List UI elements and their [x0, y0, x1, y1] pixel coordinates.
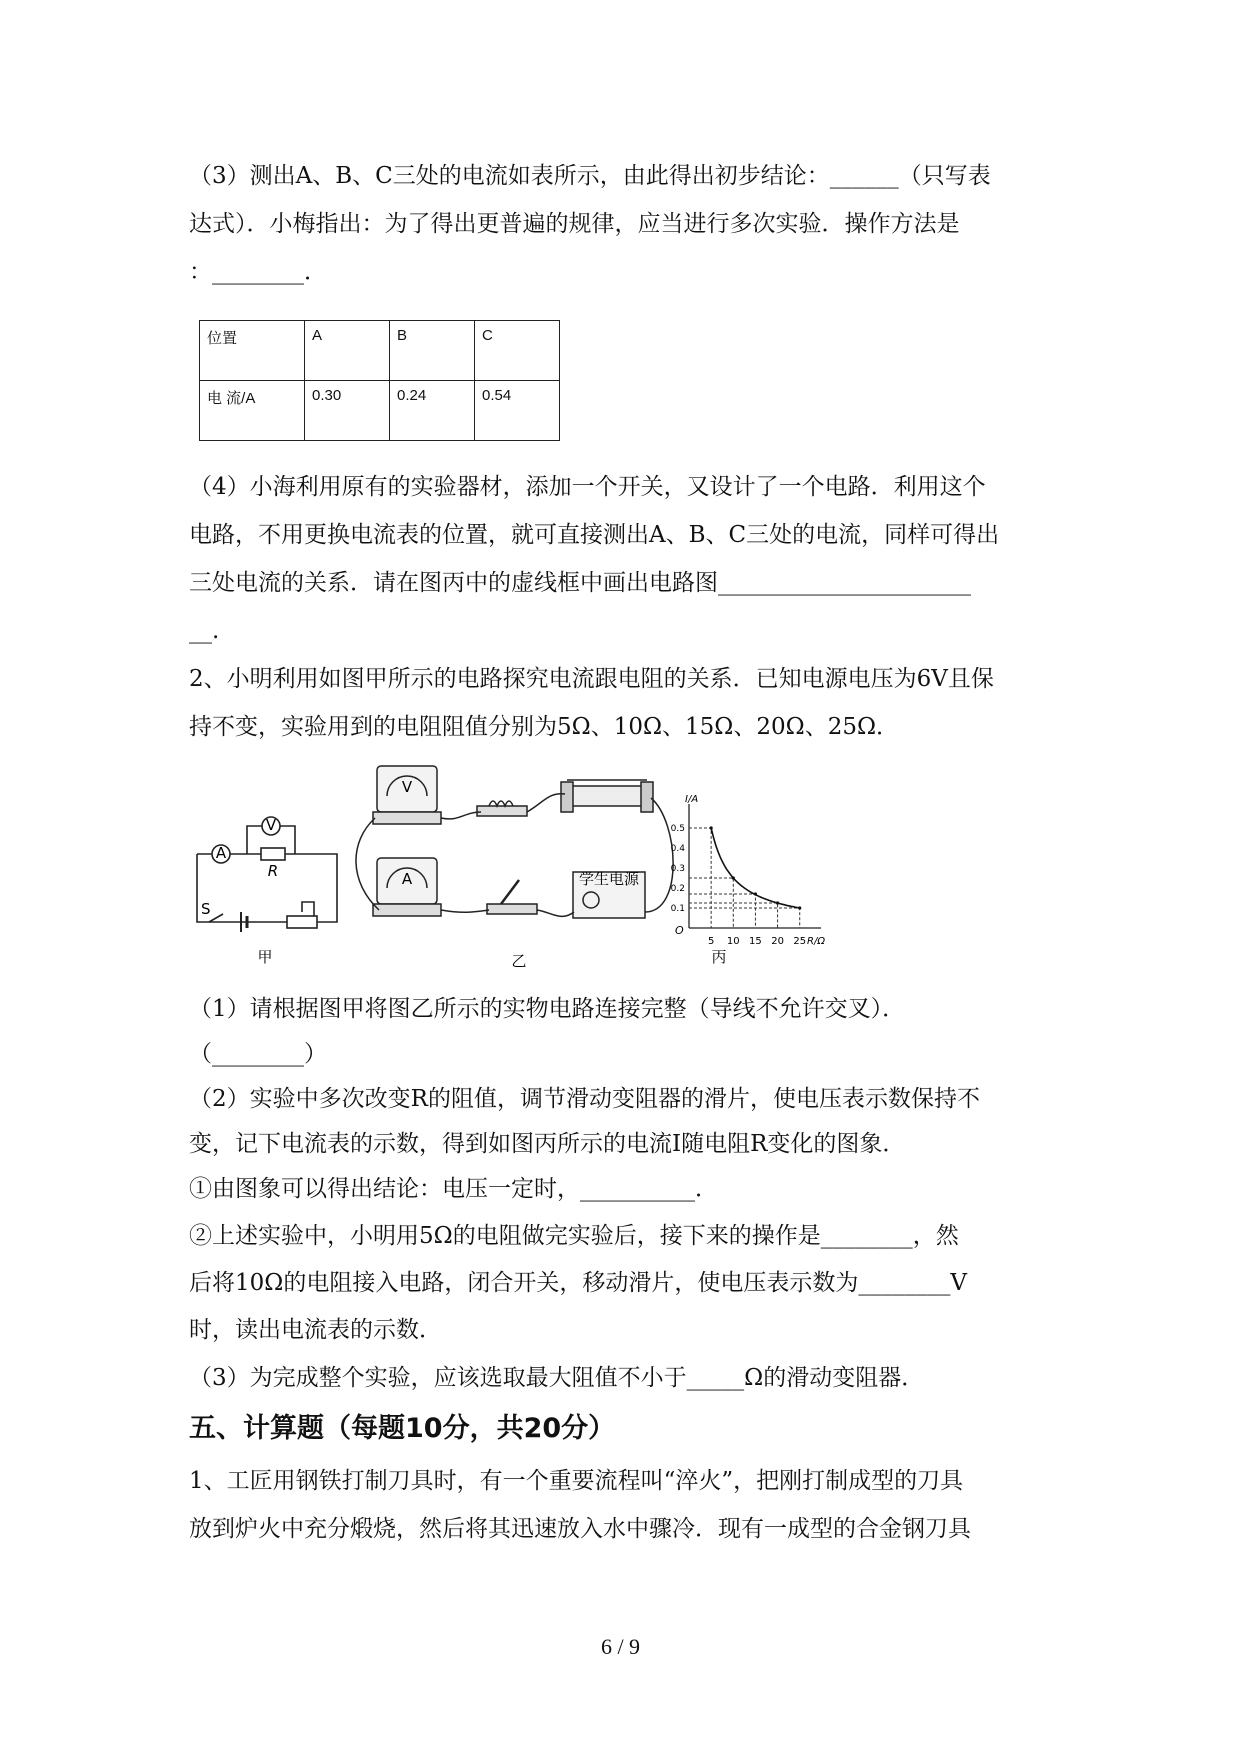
table-cell: 0.54	[475, 381, 560, 441]
resistor-label: R	[267, 862, 279, 880]
text-line: 变，记下电流表的示数，得到如图丙所示的电流I随电阻R变化的图象．	[189, 1131, 906, 1157]
x-tick-label: 10	[726, 936, 740, 947]
text-line: ②上述实验中，小明用5Ω的电阻做完实验后，接下来的操作是________，然	[189, 1223, 959, 1249]
y-tick-label: 0.2	[670, 884, 685, 894]
circuit-figures	[189, 762, 899, 980]
text-line: （3）为完成整个实验，应该选取最大阻值不小于_____Ω的滑动变阻器．	[189, 1365, 925, 1391]
table-header: 位置	[200, 321, 305, 381]
text-line: 后将10Ω的电阻接入电路，闭合开关，移动滑片，使电压表示数为________V	[189, 1270, 967, 1296]
x-tick-label: 5	[707, 936, 715, 947]
y-tick-label: 0.5	[670, 824, 685, 834]
figure-bing-label: 丙	[711, 948, 727, 966]
text-line: ：________．	[189, 259, 327, 285]
y-tick-label: 0.1	[670, 904, 685, 914]
x-axis-label: R/Ω	[807, 936, 825, 947]
voltmeter-device-label: V	[401, 778, 413, 796]
guide-line	[689, 908, 800, 928]
table-header: C	[475, 321, 560, 381]
text-line: 电路，不用更换电流表的位置，就可直接测出A、B、C三处的电流，同样可得出	[189, 522, 1000, 548]
x-tick-label: 20	[771, 936, 784, 947]
switch-icon	[209, 914, 223, 922]
text-line: 2、小明利用如图甲所示的电路探究电流跟电阻的关系．已知电源电压为6V且保	[189, 666, 994, 692]
y-tick-label: 0.3	[670, 864, 685, 874]
data-point	[754, 892, 757, 895]
ammeter-label: A	[215, 844, 227, 862]
table-header: A	[305, 321, 390, 381]
data-point	[798, 906, 801, 909]
text-line: __.	[189, 618, 220, 644]
y-tick-label: 0.4	[670, 844, 685, 854]
guide-line	[689, 894, 755, 928]
table-cell: 0.30	[305, 381, 390, 441]
rheostat-device-icon	[567, 786, 647, 806]
text-line: （1）请根据图甲将图乙所示的实物电路连接完整（导线不允许交叉）．	[189, 996, 906, 1022]
current-table	[199, 320, 560, 441]
text-line: ①由图象可以得出结论：电压一定时，__________．	[189, 1176, 718, 1202]
text-line: （3）测出A、B、C三处的电流如表所示，由此得出初步结论：______（只写表	[189, 163, 991, 189]
table-row-label: 电 流/A	[200, 381, 305, 441]
text-line: （2）实验中多次改变R的阻值，调节滑动变阻器的滑片，使电压表示数保持不	[189, 1086, 980, 1112]
ammeter-device-label: A	[401, 870, 413, 888]
voltmeter-label: V	[265, 816, 277, 834]
text-line: 持不变，实验用到的电阻阻值分别为5Ω、10Ω、15Ω、20Ω、25Ω．	[189, 714, 900, 740]
power-supply-label: 学生电源	[578, 870, 640, 888]
x-tick-label: 15	[749, 936, 762, 947]
text-line: 1、工匠用钢铁打制刀具时，有一个重要流程叫“淬火”，把刚打制成型的刀具	[189, 1468, 964, 1494]
text-line: （4）小海利用原有的实验器材，添加一个开关，又设计了一个电路．利用这个	[189, 474, 986, 500]
page-number: 6 / 9	[600, 1634, 641, 1659]
table-cell: 0.24	[390, 381, 475, 441]
text-line: 放到炉火中充分煅烧，然后将其迅速放入水中骤冷．现有一成型的合金钢刀具	[189, 1516, 971, 1542]
switch-label: S	[201, 900, 211, 918]
figure-bing-graph	[671, 794, 826, 947]
text-line: （________）	[189, 1041, 327, 1067]
resistor-device-icon	[477, 806, 527, 816]
origin-label: O	[675, 924, 684, 937]
table-header: B	[390, 321, 475, 381]
figure-yi-label: 乙	[511, 952, 527, 970]
text-line: 时，读出电流表的示数．	[189, 1317, 442, 1343]
y-axis-label: I/A	[685, 794, 699, 805]
switch-device-icon	[487, 904, 537, 914]
data-point	[710, 826, 713, 829]
data-point	[732, 876, 735, 879]
text-line: 达式）．小梅指出：为了得出更普遍的规律，应当进行多次实验．操作方法是	[189, 211, 960, 237]
data-curve	[711, 828, 800, 908]
rheostat-icon	[287, 916, 317, 928]
resistor-icon	[261, 848, 285, 860]
text-line: 三处电流的关系．请在图丙中的虚线框中画出电路图______________________	[189, 570, 971, 596]
figure-jia-label: 甲	[257, 948, 273, 966]
data-point	[776, 901, 779, 904]
section-heading: 五、计算题（每题10分，共20分）	[189, 1413, 616, 1444]
x-tick-label: 25	[793, 936, 807, 947]
